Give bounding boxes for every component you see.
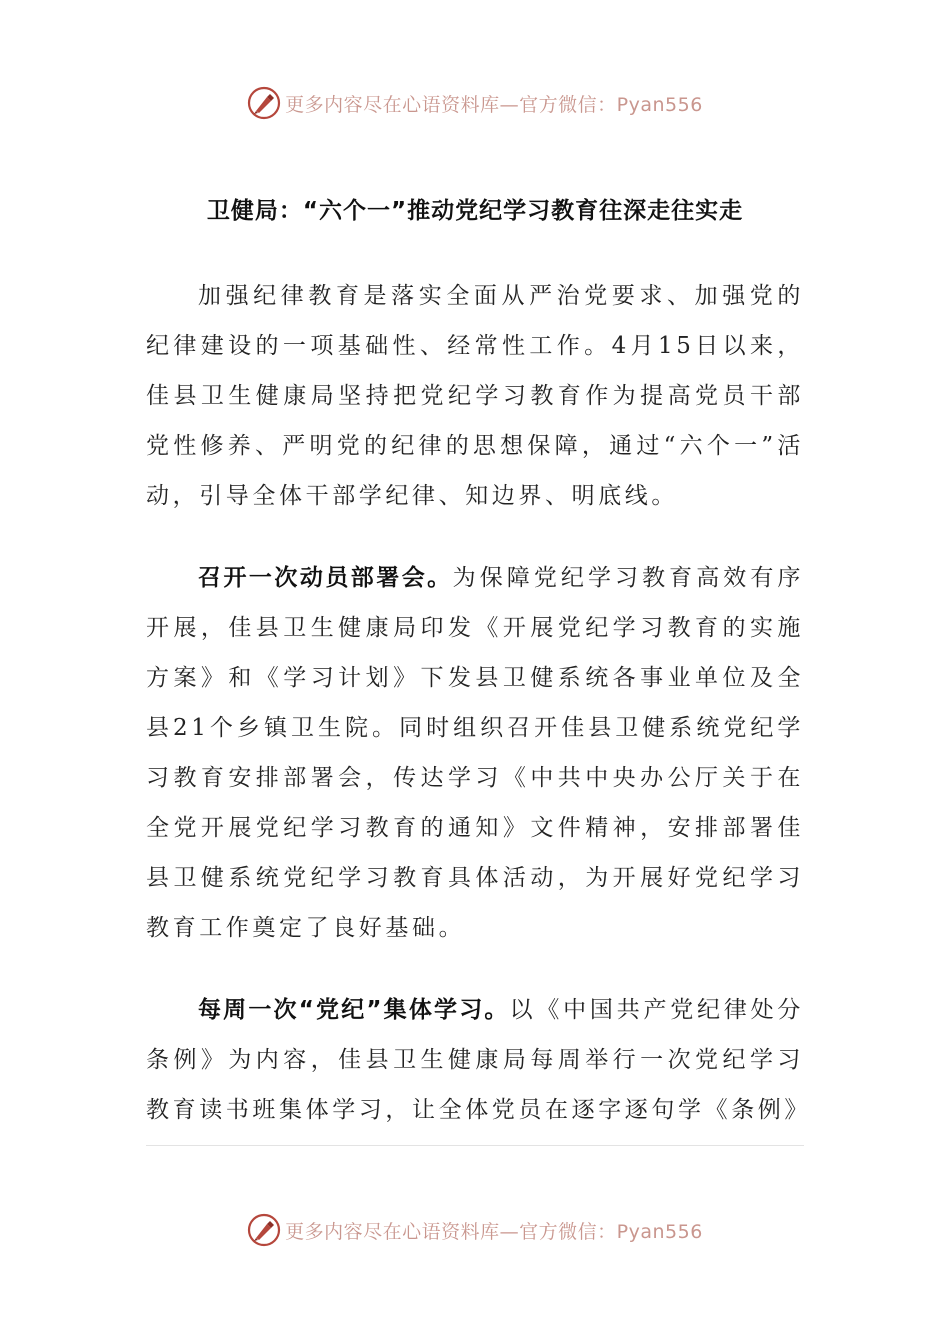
pen-nib-logo-icon [247, 1213, 281, 1247]
watermark-text: 更多内容尽在心语资料库—官方微信：Pyan556 [285, 93, 703, 116]
paragraph-intro [146, 271, 804, 521]
paragraph-text: 为保障党纪学习教育高效有序开展，佳县卫生健康局印发《开展党纪学习教育的实施方案》和《学习计划》下发县卫健系统各事业单位及全县21个乡镇卫生院。同时组织召开佳县卫健系统党纪学习教育安排部署会，传达学习《中共中央办公厅关于在全党开展党纪学习教育的通知》文件精神，安排部署佳县卫健系统党纪学习教育具体活动，为开展好党纪学习教育工作奠定了良好基础。 [146, 565, 804, 941]
paragraph-mobilization-meeting [146, 553, 804, 953]
document-body [146, 271, 811, 1135]
pen-nib-logo-icon [247, 86, 281, 120]
header-watermark [0, 83, 950, 123]
paragraph-text: 加强纪律教育是落实全面从严治党要求、加强党的纪律建设的一项基础性、经常性工作。4月15日以来，佳县卫生健康局坚持把党纪学习教育作为提高党员干部党性修养、严明党的纪律的思想保障，通过“六个一”活动，引导全体干部学纪律、知边界、明底线。 [146, 283, 804, 509]
page-divider [146, 1145, 804, 1146]
paragraph-weekly-study [146, 985, 811, 1135]
watermark-wechat-id: Pyan556 [616, 1220, 703, 1243]
watermark-text: 更多内容尽在心语资料库—官方微信：Pyan556 [285, 1220, 703, 1243]
document-title: 卫健局：“六个一”推动党纪学习教育往深走往实走 [206, 198, 744, 224]
watermark-wechat-id: Pyan556 [616, 93, 703, 116]
paragraph-lead: 召开一次动员部署会。 [198, 565, 453, 591]
footer-watermark [0, 1210, 950, 1250]
paragraph-text: 以《中国共产党纪律处分条例》为内容，佳县卫生健康局每周举行一次党纪学习教育读书班集体学习，让全体党员在逐字逐句学《条例》 [146, 997, 811, 1123]
paragraph-lead: 每周一次“党纪”集体学习。 [198, 997, 510, 1023]
